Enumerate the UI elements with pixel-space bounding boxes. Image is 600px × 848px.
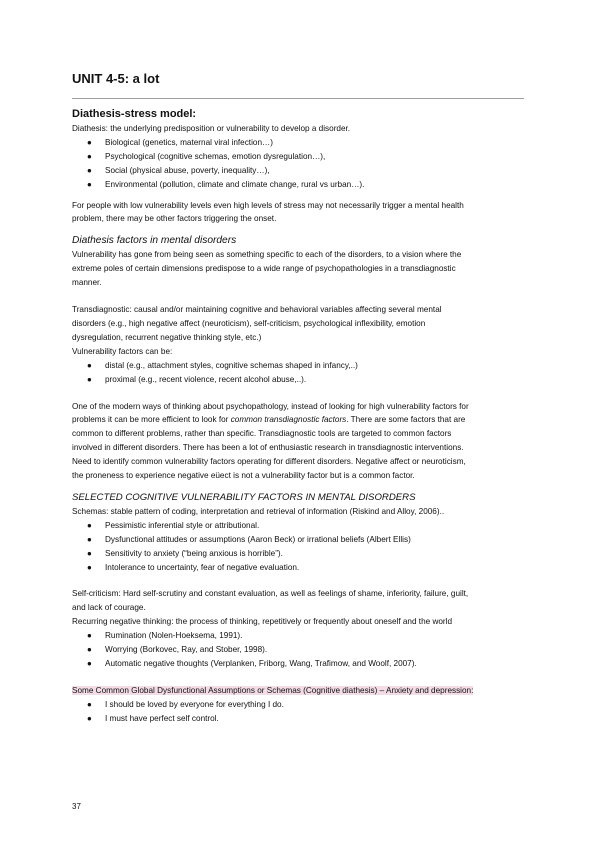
list-item: ● Intolerance to uncertainty, fear of negative evaluation. [72, 561, 524, 575]
list-item: ● Worrying (Borkovec, Ray, and Stober, 1998). [72, 643, 524, 657]
transdiagnostic-paragraph: Transdiagnostic: causal and/or maintaining cognitive and behavioral variables affecting several mental disorders (e.g., high negative affect (neuroticism), self-criticism, psychological inflexibility, emotion dysregulation, recurrent negative thinking style, etc.) [72, 305, 442, 342]
emphasis-text: common transdiagnostic factors [230, 415, 347, 425]
bullet-icon: ● [87, 645, 92, 655]
list-item: ● Biological (genetics, maternal viral infection…) [72, 136, 524, 150]
recurring-thinking-definition: Recurring negative thinking: the process of thinking, repetitively or frequently about oneself and the world [72, 617, 453, 627]
list-item: ● Pessimistic inferential style or attributional. [72, 519, 524, 533]
bullet-icon: ● [87, 520, 92, 530]
title-divider [72, 98, 524, 99]
vulnerability-factors-label: Vulnerability factors can be: [72, 346, 173, 356]
bullet-icon: ● [87, 659, 92, 668]
bullet-icon: ● [87, 374, 92, 384]
bullet-icon: ● [87, 631, 92, 641]
factors-heading: Diathesis factors in mental disorders [72, 235, 237, 247]
vulnerability-paragraph: Vulnerability has gone from being seen as something specific to each of the disorders, to a vision where the extreme poles of certain dimensions predispose to a wide range of psychopathologies in a transdiagnostic manner. [72, 250, 462, 288]
modern-approach-paragraph: One of the modern ways of thinking about psychopathology, instead of looking for high vulnerability factors for problems it can be more efficient to look for common transdiagnostic factors. There are some factors that are common to different problems, rather than specific. Transdiagnostic tools are targeted to common factors involved in different disorders. There has been a lot of enthusiastic research in transdiagnostic interventions. Need to identify common vulnerability factors operating for different disorders. Negative affect or neuroticism, the proneness to experience negative eüect is not a vulnerability factor but is a common factor. [72, 401, 469, 481]
bullet-icon: ● [87, 534, 92, 544]
list-item: ● distal (e.g., attachment styles, cognitive schemas shaped in infancy,..) [72, 359, 524, 373]
recurring-list [72, 629, 524, 671]
highlighted-text: Some Common Global Dysfunctional Assumptions or Schemas (Cognitive diathesis) – Anxiety and depression: [72, 685, 474, 695]
bullet-icon: ● [87, 562, 92, 572]
unit-title: UNIT 4-5: a lot [72, 71, 160, 86]
assumptions-list [72, 698, 524, 726]
schemas-list [72, 519, 524, 575]
model-title: Diathesis-stress model: [72, 108, 197, 120]
bullet-icon: ● [87, 713, 92, 723]
list-item: ● Environmental (pollution, climate and climate change, rural vs urban…). [72, 178, 524, 192]
list-item: ● Dysfunctional attitudes or assumptions (Aaron Beck) or irrational beliefs (Albert Ellis) [72, 533, 524, 547]
assumptions-heading [72, 684, 524, 698]
page-number: 37 [72, 802, 81, 811]
bullet-icon: ● [87, 165, 92, 175]
selected-factors-heading: SELECTED COGNITIVE VULNERABILITY FACTORS IN MENTAL DISORDERS [72, 491, 416, 503]
vulnerability-list [72, 359, 524, 387]
bullet-icon: ● [87, 151, 92, 161]
list-item: ● Rumination (Nolen-Hoeksema, 1991). [72, 629, 524, 643]
list-item: ● Psychological (cognitive schemas, emotion dysregulation…), [72, 150, 524, 164]
list-item: ● I must have perfect self control. [72, 712, 524, 726]
self-criticism-paragraph: Self-criticism: Hard self-scrutiny and constant evaluation, as well as feelings of shame, inferiority, failure, guilt, and lack of courage. [72, 589, 469, 613]
diathesis-list [72, 136, 524, 192]
document-page [72, 70, 524, 726]
bullet-icon: ● [87, 548, 92, 558]
list-item: ● I should be loved by everyone for everything I do. [72, 698, 524, 712]
bullet-icon: ● [87, 179, 92, 189]
bullet-icon: ● [87, 360, 92, 370]
list-item: ● Sensitivity to anxiety (“being anxious is horrible”). [72, 547, 524, 561]
bullet-icon: ● [87, 699, 92, 709]
list-item: ● Social (physical abuse, poverty, inequality…), [72, 164, 524, 178]
schemas-definition: Schemas: stable pattern of coding, interpretation and retrieval of information (Riskind and Alloy, 2006).. [72, 506, 445, 516]
diathesis-definition: Diathesis: the underlying predisposition or vulnerability to develop a disorder. [72, 124, 351, 133]
bullet-icon: ● [87, 137, 92, 147]
list-item: ● proximal (e.g., recent violence, recent alcohol abuse,..). [72, 373, 524, 387]
low-vulnerability-paragraph: For people with low vulnerability levels even high levels of stress may not necessarily trigger a mental health problem, there may be other factors triggering the onset. [72, 200, 464, 224]
list-item: ● Automatic negative thoughts (Verplanken, Friborg, Wang, Trafimow, and Woolf, 2007). [72, 657, 524, 671]
